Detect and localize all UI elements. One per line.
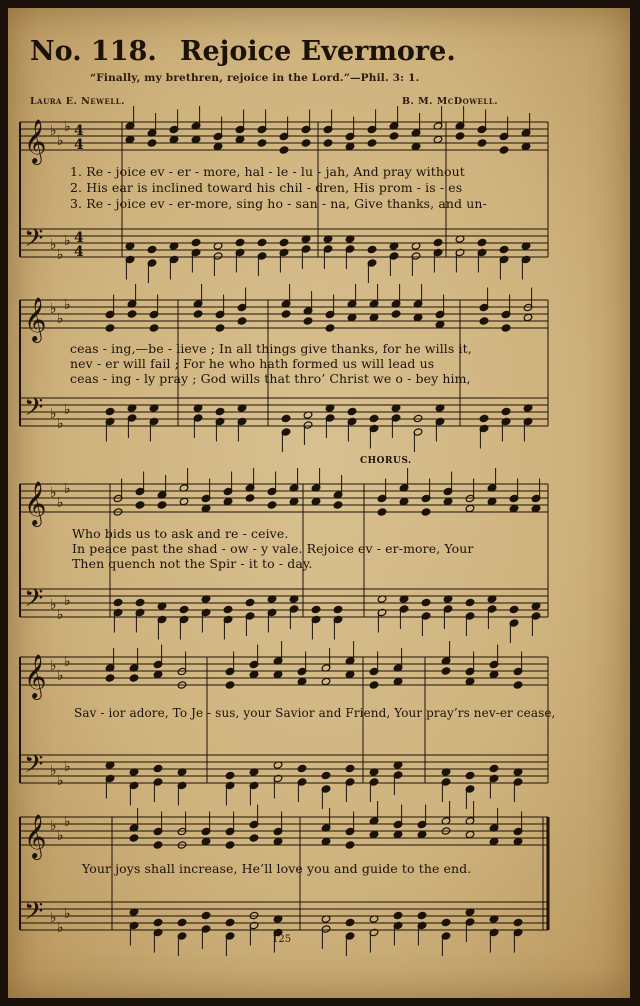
flat-sign-icon: ♭: [50, 406, 57, 422]
treble-clef-icon: 𝄞: [24, 119, 47, 163]
bass-clef-icon: 𝄢: [24, 393, 44, 428]
note-head: [465, 771, 475, 779]
note-head: [521, 142, 531, 150]
flat-sign-icon: ♭: [57, 607, 64, 623]
note-head: [153, 918, 163, 926]
note-head: [477, 139, 487, 147]
note-head: [367, 139, 377, 147]
note-head: [125, 135, 135, 143]
flat-sign-icon: ♭: [50, 818, 57, 834]
lyric-verse1-line1: 1. Re - joice ev - er - more, hal - le - lu - jah, And pray without: [70, 164, 465, 179]
note-head: [377, 508, 387, 516]
note-head: [369, 414, 379, 422]
note-head: [273, 837, 283, 845]
note-head: [513, 918, 523, 926]
flat-sign-icon: ♭: [64, 119, 71, 135]
flat-sign-icon: ♭: [57, 828, 64, 844]
flat-sign-icon: ♭: [57, 920, 64, 936]
note-head: [215, 324, 225, 332]
note-head: [441, 667, 451, 675]
lyric-verse3-line1: 3. Re - joice ev - er-more, sing ho - san - na, Give thanks, and un-: [70, 196, 487, 211]
time-signature: 4: [74, 230, 84, 246]
note-head: [509, 504, 519, 512]
scripture-reference: “Finally, my brethren, rejoice in the Lord.”—Phil. 3: 1.: [90, 72, 420, 84]
bass-clef-icon: 𝄢: [24, 750, 44, 785]
note-head: [281, 414, 291, 422]
note-head: [499, 146, 509, 154]
note-head: [297, 764, 307, 772]
treble-clef-icon: 𝄞: [24, 814, 47, 858]
treble-clef-icon: 𝄞: [24, 297, 47, 341]
note-head: [421, 598, 431, 606]
note-head: [321, 837, 331, 845]
lyric-verse1-line2: ceas - ing,—be - lieve ; In all things give thanks, for he wills it,: [70, 341, 472, 356]
note-head: [179, 605, 189, 613]
flat-sign-icon: ♭: [64, 654, 71, 670]
flat-sign-icon: ♭: [50, 123, 57, 139]
note-head: [413, 414, 423, 422]
flat-sign-icon: ♭: [50, 910, 57, 926]
note-head: [135, 598, 145, 606]
note-head: [501, 407, 511, 415]
note-head: [129, 834, 139, 842]
flat-sign-icon: ♭: [64, 814, 71, 830]
note-head: [465, 598, 475, 606]
note-head: [235, 135, 245, 143]
flat-sign-icon: ♭: [64, 593, 71, 609]
note-head: [201, 911, 211, 919]
note-head: [279, 238, 289, 246]
bass-clef-icon: 𝄢: [24, 897, 44, 932]
flat-sign-icon: ♭: [64, 233, 71, 249]
note-head: [245, 494, 255, 502]
flat-sign-icon: ♭: [57, 668, 64, 684]
note-head: [501, 324, 511, 332]
note-head: [237, 317, 247, 325]
note-head: [223, 605, 233, 613]
lyric-verse2-line2: nev - er will fail ; For he who hath formed us will lead us: [70, 356, 435, 371]
note-head: [153, 841, 163, 849]
composer-credit: B. M. McDowell.: [402, 96, 499, 107]
note-head: [345, 670, 355, 678]
note-head: [301, 139, 311, 147]
note-head: [441, 918, 451, 926]
note-head: [509, 605, 519, 613]
note-head: [105, 407, 115, 415]
flat-sign-icon: ♭: [64, 759, 71, 775]
flat-sign-icon: ♭: [50, 763, 57, 779]
note-head: [127, 310, 137, 318]
hymn-number: No. 118.: [30, 36, 157, 67]
time-signature: 4: [74, 137, 84, 153]
note-head: [321, 677, 331, 685]
note-head: [421, 508, 431, 516]
flat-sign-icon: ♭: [50, 658, 57, 674]
flat-sign-icon: ♭: [57, 773, 64, 789]
note-head: [513, 837, 523, 845]
note-head: [135, 501, 145, 509]
note-head: [465, 504, 475, 512]
note-head: [345, 142, 355, 150]
note-head: [215, 407, 225, 415]
note-head: [455, 132, 465, 140]
note-head: [367, 245, 377, 253]
note-head: [523, 313, 533, 321]
note-head: [225, 841, 235, 849]
note-head: [347, 313, 357, 321]
note-head: [279, 146, 289, 154]
flat-sign-icon: ♭: [64, 906, 71, 922]
note-head: [105, 324, 115, 332]
note-head: [223, 497, 233, 505]
treble-clef-icon: 𝄞: [24, 481, 47, 525]
flat-sign-icon: ♭: [57, 495, 64, 511]
note-head: [201, 837, 211, 845]
flat-sign-icon: ♭: [50, 237, 57, 253]
flat-sign-icon: ♭: [50, 301, 57, 317]
note-head: [289, 497, 299, 505]
note-head: [273, 670, 283, 678]
note-head: [433, 238, 443, 246]
note-head: [249, 834, 259, 842]
lyric-verse2-line1: 2. His ear is inclined toward his chil - dren, His prom - is - es: [70, 180, 463, 195]
note-head: [201, 504, 211, 512]
note-head: [149, 324, 159, 332]
note-head: [257, 238, 267, 246]
note-head: [177, 918, 187, 926]
flat-sign-icon: ♭: [50, 597, 57, 613]
note-head: [193, 310, 203, 318]
flat-sign-icon: ♭: [64, 481, 71, 497]
lyric-verse2-line3: In peace past the shad - ow - y vale. Rejoice ev - er-more, Your: [72, 541, 474, 556]
note-head: [393, 830, 403, 838]
flat-sign-icon: ♭: [57, 416, 64, 432]
note-head: [391, 310, 401, 318]
note-head: [147, 245, 157, 253]
lyricist-credit: Laura E. Newell.: [30, 96, 125, 107]
note-head: [489, 764, 499, 772]
note-head: [345, 841, 355, 849]
note-head: [345, 918, 355, 926]
time-signature: 4: [74, 123, 84, 139]
note-head: [303, 317, 313, 325]
flat-sign-icon: ♭: [57, 247, 64, 263]
page-number: 125: [272, 934, 292, 945]
note-head: [323, 139, 333, 147]
note-head: [257, 139, 267, 147]
note-head: [435, 320, 445, 328]
note-head: [129, 674, 139, 682]
note-head: [465, 830, 475, 838]
note-head: [389, 132, 399, 140]
note-head: [105, 674, 115, 682]
note-head: [393, 911, 403, 919]
flat-sign-icon: ♭: [57, 311, 64, 327]
lyric-verse3-line2: ceas - ing - ly pray ; God wills that thro’ Christ we o - bey him,: [70, 371, 471, 386]
note-head: [411, 142, 421, 150]
note-head: [153, 670, 163, 678]
note-head: [433, 135, 443, 143]
note-head: [369, 313, 379, 321]
note-head: [157, 501, 167, 509]
note-head: [333, 501, 343, 509]
flat-sign-icon: ♭: [50, 485, 57, 501]
note-head: [113, 598, 123, 606]
bass-clef-icon: 𝄢: [24, 584, 44, 619]
lyric-verse3-line3: Then quench not the Spir - it to - day.: [72, 556, 313, 571]
note-head: [477, 238, 487, 246]
note-head: [249, 911, 259, 919]
note-head: [479, 317, 489, 325]
note-head: [235, 238, 245, 246]
note-head: [191, 238, 201, 246]
note-head: [465, 677, 475, 685]
note-head: [297, 677, 307, 685]
note-head: [347, 407, 357, 415]
note-head: [393, 677, 403, 685]
chorus-label: CHORUS.: [360, 456, 412, 466]
note-head: [267, 501, 277, 509]
note-head: [153, 764, 163, 772]
flat-sign-icon: ♭: [64, 402, 71, 418]
note-head: [413, 313, 423, 321]
note-head: [311, 605, 321, 613]
note-head: [443, 497, 453, 505]
lyric-verse1-line3: Who bids us to ask and re - ceive.: [72, 526, 289, 541]
flat-sign-icon: ♭: [64, 297, 71, 313]
lyric-chorus-line2: Your joys shall increase, He’ll love you and guide to the end.: [82, 861, 472, 876]
note-head: [245, 598, 255, 606]
note-head: [499, 245, 509, 253]
treble-clef-icon: 𝄞: [24, 654, 47, 698]
hymn-title: Rejoice Evermore.: [180, 36, 456, 67]
note-head: [345, 764, 355, 772]
note-head: [179, 497, 189, 505]
note-head: [225, 681, 235, 689]
note-head: [417, 911, 427, 919]
note-head: [225, 771, 235, 779]
note-head: [369, 830, 379, 838]
note-head: [249, 670, 259, 678]
note-head: [213, 142, 223, 150]
note-head: [325, 324, 335, 332]
note-head: [191, 135, 201, 143]
note-head: [399, 497, 409, 505]
time-signature: 4: [74, 244, 84, 260]
lyric-chorus-line1: Sav - ior adore, To Je - sus, your Savior and Friend, Your pray’rs nev-er cease,: [74, 706, 556, 720]
note-head: [489, 670, 499, 678]
note-head: [169, 135, 179, 143]
note-head: [487, 497, 497, 505]
note-head: [147, 139, 157, 147]
note-head: [369, 681, 379, 689]
bass-clef-icon: 𝄢: [24, 224, 44, 259]
note-head: [513, 681, 523, 689]
note-head: [321, 771, 331, 779]
note-head: [311, 497, 321, 505]
note-head: [333, 605, 343, 613]
note-head: [417, 830, 427, 838]
note-head: [479, 414, 489, 422]
flat-sign-icon: ♭: [57, 133, 64, 149]
note-head: [225, 918, 235, 926]
note-head: [531, 504, 541, 512]
note-head: [281, 310, 291, 318]
note-head: [489, 837, 499, 845]
